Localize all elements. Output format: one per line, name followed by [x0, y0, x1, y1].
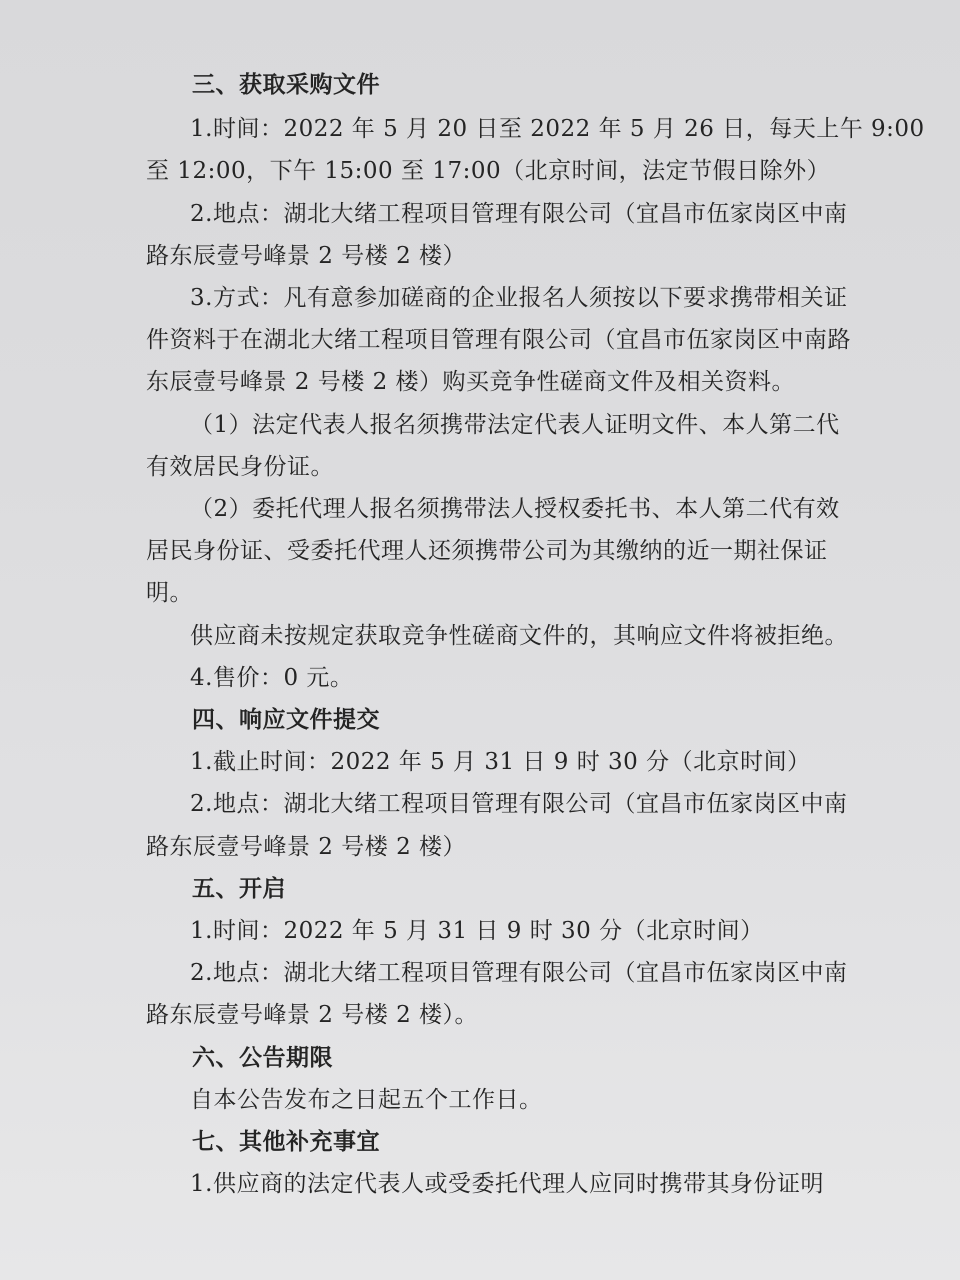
section-heading-3: 三、获取采购文件: [192, 71, 380, 98]
text-line: 3.方式：凡有意参加磋商的企业报名人须按以下要求携带相关证: [190, 285, 848, 311]
section-heading-6: 六、公告期限: [192, 1044, 333, 1071]
text-line: 东辰壹号峰景 2 号楼 2 楼）购买竞争性磋商文件及相关资料。: [146, 369, 796, 395]
text-line: 路东辰壹号峰景 2 号楼 2 楼）。: [146, 1002, 479, 1028]
text-line: 2.地点：湖北大绪工程项目管理有限公司（宜昌市伍家岗区中南: [190, 791, 848, 817]
text-line: 路东辰壹号峰景 2 号楼 2 楼）: [146, 243, 467, 269]
text-line: 明。: [146, 580, 193, 606]
section-heading-4: 四、响应文件提交: [192, 706, 380, 733]
text-line: 2.地点：湖北大绪工程项目管理有限公司（宜昌市伍家岗区中南: [190, 201, 848, 227]
text-line: 1.时间：2022 年 5 月 20 日至 2022 年 5 月 26 日，每天上午 9:00: [190, 116, 925, 142]
text-line: 有效居民身份证。: [146, 454, 334, 480]
text-line: 居民身份证、受委托代理人还须携带公司为其缴纳的近一期社保证: [146, 538, 828, 564]
text-line: 路东辰壹号峰景 2 号楼 2 楼）: [146, 834, 467, 860]
text-line: 自本公告发布之日起五个工作日。: [190, 1087, 543, 1113]
text-line: 1.时间：2022 年 5 月 31 日 9 时 30 分（北京时间）: [190, 918, 764, 944]
text-line: 4.售价：0 元。: [190, 665, 354, 691]
text-line: 1.供应商的法定代表人或受委托代理人应同时携带其身份证明: [190, 1171, 824, 1197]
text-line: 件资料于在湖北大绪工程项目管理有限公司（宜昌市伍家岗区中南路: [146, 327, 851, 353]
text-line: （1）法定代表人报名须携带法定代表人证明文件、本人第二代: [190, 412, 840, 438]
text-line: 供应商未按规定获取竞争性磋商文件的，其响应文件将被拒绝。: [190, 623, 848, 649]
text-line: 至 12:00，下午 15:00 至 17:00（北京时间，法定节假日除外）: [146, 158, 831, 184]
section-heading-7: 七、其他补充事宜: [192, 1128, 380, 1155]
text-line: （2）委托代理人报名须携带法人授权委托书、本人第二代有效: [190, 496, 840, 522]
text-line: 2.地点：湖北大绪工程项目管理有限公司（宜昌市伍家岗区中南: [190, 960, 848, 986]
section-heading-5: 五、开启: [192, 875, 286, 902]
text-line: 1.截止时间：2022 年 5 月 31 日 9 时 30 分（北京时间）: [190, 749, 811, 775]
